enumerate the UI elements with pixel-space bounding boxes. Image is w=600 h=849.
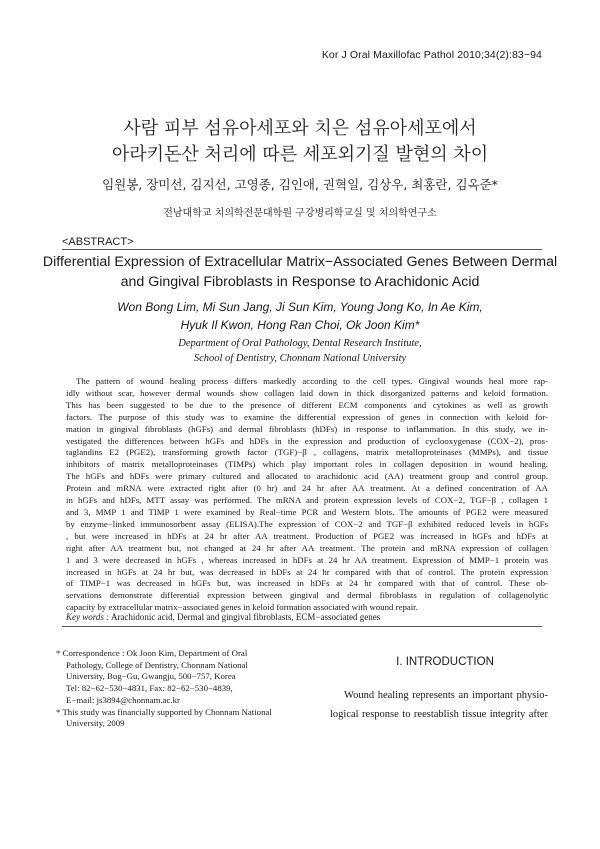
abstract-line: right after AA treatment but, not changed at 24 hr after AA treatment. The protein and mRNA expression of collagen: [66, 542, 548, 553]
abstract-line: mation in gingival fibroblasts (hGFs) and dermal fibroblasts (hDFs) in response to inflammation. In this study, we in-: [66, 423, 548, 434]
funding-footnote: [56, 707, 300, 730]
abstract-line: This has been suggested to be due to the presence of different ECM components and cytokines as well as growth: [66, 399, 548, 410]
abstract-line: by enzyme−linked immunosorbent assay (ELISA).The expression of COX−2 and TGF−β exhibited reduced levels in hGFs: [66, 518, 548, 529]
korean-title-line-2: 아라키돈산 처리에 따른 세포외기질 발현의 차이: [111, 144, 489, 165]
footnotes: [56, 648, 300, 730]
abstract-line: taglandins E2 (PGE2), transforming growth factor (TGF)−β , collagens, matrix metalloproteinases (MMPs), and tissue: [66, 447, 548, 458]
journal-citation: Kor J Oral Maxillofac Pathol 2010;34(2):83−94: [321, 49, 542, 61]
abstract-line: capacity by extracellular matrix−associated genes in keloid formation associated with wound repair.: [66, 602, 418, 613]
abstract-heading: <ABSTRACT>: [62, 236, 134, 248]
english-affiliation-line-2: School of Dentistry, Chonnam National University: [193, 353, 407, 364]
keywords-label: Key words :: [66, 612, 110, 622]
introduction-heading: I. INTRODUCTION: [396, 656, 494, 668]
footnote-line: Tel: 82−62−530−4831, Fax: 82−62−530−4839,: [66, 683, 233, 694]
abstract-line: The pattern of wound healing process differs markedly according to the cell types. Gingival wounds heal more rap-: [76, 376, 548, 386]
abstract-line: Protein and mRNA were extracted right after (0 hr) and 24 hr after AA treatment. At a defined concentration of AA: [66, 483, 548, 494]
english-affiliation-line-1: Department of Oral Pathology, Dental Research Institute,: [178, 338, 422, 349]
abstract-line: , but were increased in hDFs at 24 hr after AA treatment. Production of PGE2 was increased in hGFs and hDFs at: [66, 530, 548, 541]
korean-title-line-1: 사람 피부 섬유아세포와 치은 섬유아세포에서: [123, 118, 477, 139]
korean-authors: 임원봉, 장미선, 김지선, 고영종, 김인애, 권혁일, 김상우, 최홍란, 김옥준*: [102, 177, 498, 192]
abstract-line: 1 and 3 were decreased in hGFs , whereas increased in hDFs at 24 hr AA treatment. Expression of MMP−1 protein was: [66, 554, 548, 565]
introduction-body: [330, 686, 548, 724]
introduction-line: logical response to reestablish tissue integrity after: [330, 709, 548, 720]
introduction-line: Wound healing represents an important physio-: [344, 690, 548, 701]
abstract-line: servations demonstrate differential expression between gingival and dermal fibroblasts in regulation of collagenolytic: [66, 590, 548, 601]
footnote-line: * Correspondence : Ok Joon Kim, Department of Oral: [56, 648, 248, 658]
english-authors-line-2: Hyuk Il Kwon, Hong Ran Choi, Ok Joon Kim*: [180, 318, 420, 332]
footnote-line: * This study was financially supported by Chonnam National: [56, 706, 272, 717]
abstract-top-rule: [62, 249, 542, 250]
footnote-line: University, 2009: [66, 718, 125, 729]
english-affiliation: [40, 336, 560, 366]
abstract-line: vestigated the differences between hGFs and hDFs in the expression and production of cyclooxygenase (COX−2), pros-: [66, 435, 548, 446]
abstract-line: The hGFs and hDFs were primary cultured and allocated to arachidonic acid (AA) treatment group and control group.: [66, 471, 548, 482]
korean-affiliation: 전남대학교 치의학전문대학원 구강병리학교실 및 치의학연구소: [163, 208, 437, 219]
abstract-line: factors. The purpose of this study was to examine the differential expression of genes in connection with keloid for-: [66, 411, 548, 422]
footnote-email: E−mail: js3894@chonnam.ac.kr: [66, 694, 180, 705]
english-title-line-1: Differential Expression of Extracellular Matrix−Associated Genes Between Dermal: [42, 254, 558, 270]
abstract-line: in hGFs and hDFs, MTT assay was performed. The mRNA and protein expression levels of COX−2, TGF−β , collagen 1: [66, 495, 548, 506]
keywords: [66, 612, 380, 622]
abstract-body: [66, 376, 548, 614]
footnote-line: University, Bug−Gu, Gwangju, 500−757, Korea: [66, 671, 236, 682]
english-title-line-2: and Gingival Fibroblasts in Response to Arachidonic Acid: [120, 274, 480, 290]
abstract-line: inhibitors of matrix metalloproteinases (TIMPs) which play important roles in collagen deposition in wound healing.: [66, 459, 548, 470]
keywords-value: Arachidonic acid, Dermal and gingival fibroblasts, ECM−associated genes: [110, 612, 381, 622]
footnote-line: Pathology, College of Dentistry, Chonnam National: [66, 659, 248, 670]
english-authors: [40, 298, 560, 334]
abstract-bottom-rule: [62, 626, 542, 627]
abstract-line: of TIMP−1 was decreased in hGFs but, was increased in hDFs at 24 hr compared with that of control. These ob-: [66, 578, 548, 589]
abstract-line: and 3, MMP 1 and TIMP 1 were examined by Real−time PCR and Western blots. The amounts of PGE2 were measured: [66, 506, 548, 517]
english-authors-line-1: Won Bong Lim, Mi Sun Jang, Ji Sun Kim, Young Jong Ko, In Ae Kim,: [117, 300, 483, 314]
correspondence-footnote: [56, 648, 300, 707]
abstract-line: idly without scar, however dermal wounds show collagen laid down in thick disorganized patterns and keloid formation.: [66, 387, 548, 398]
english-title: [40, 252, 560, 292]
abstract-line: increased in hGFs at 24 hr but, was decreased in hDFs at 24 hr compared with that of control. The protein expression: [66, 566, 548, 577]
